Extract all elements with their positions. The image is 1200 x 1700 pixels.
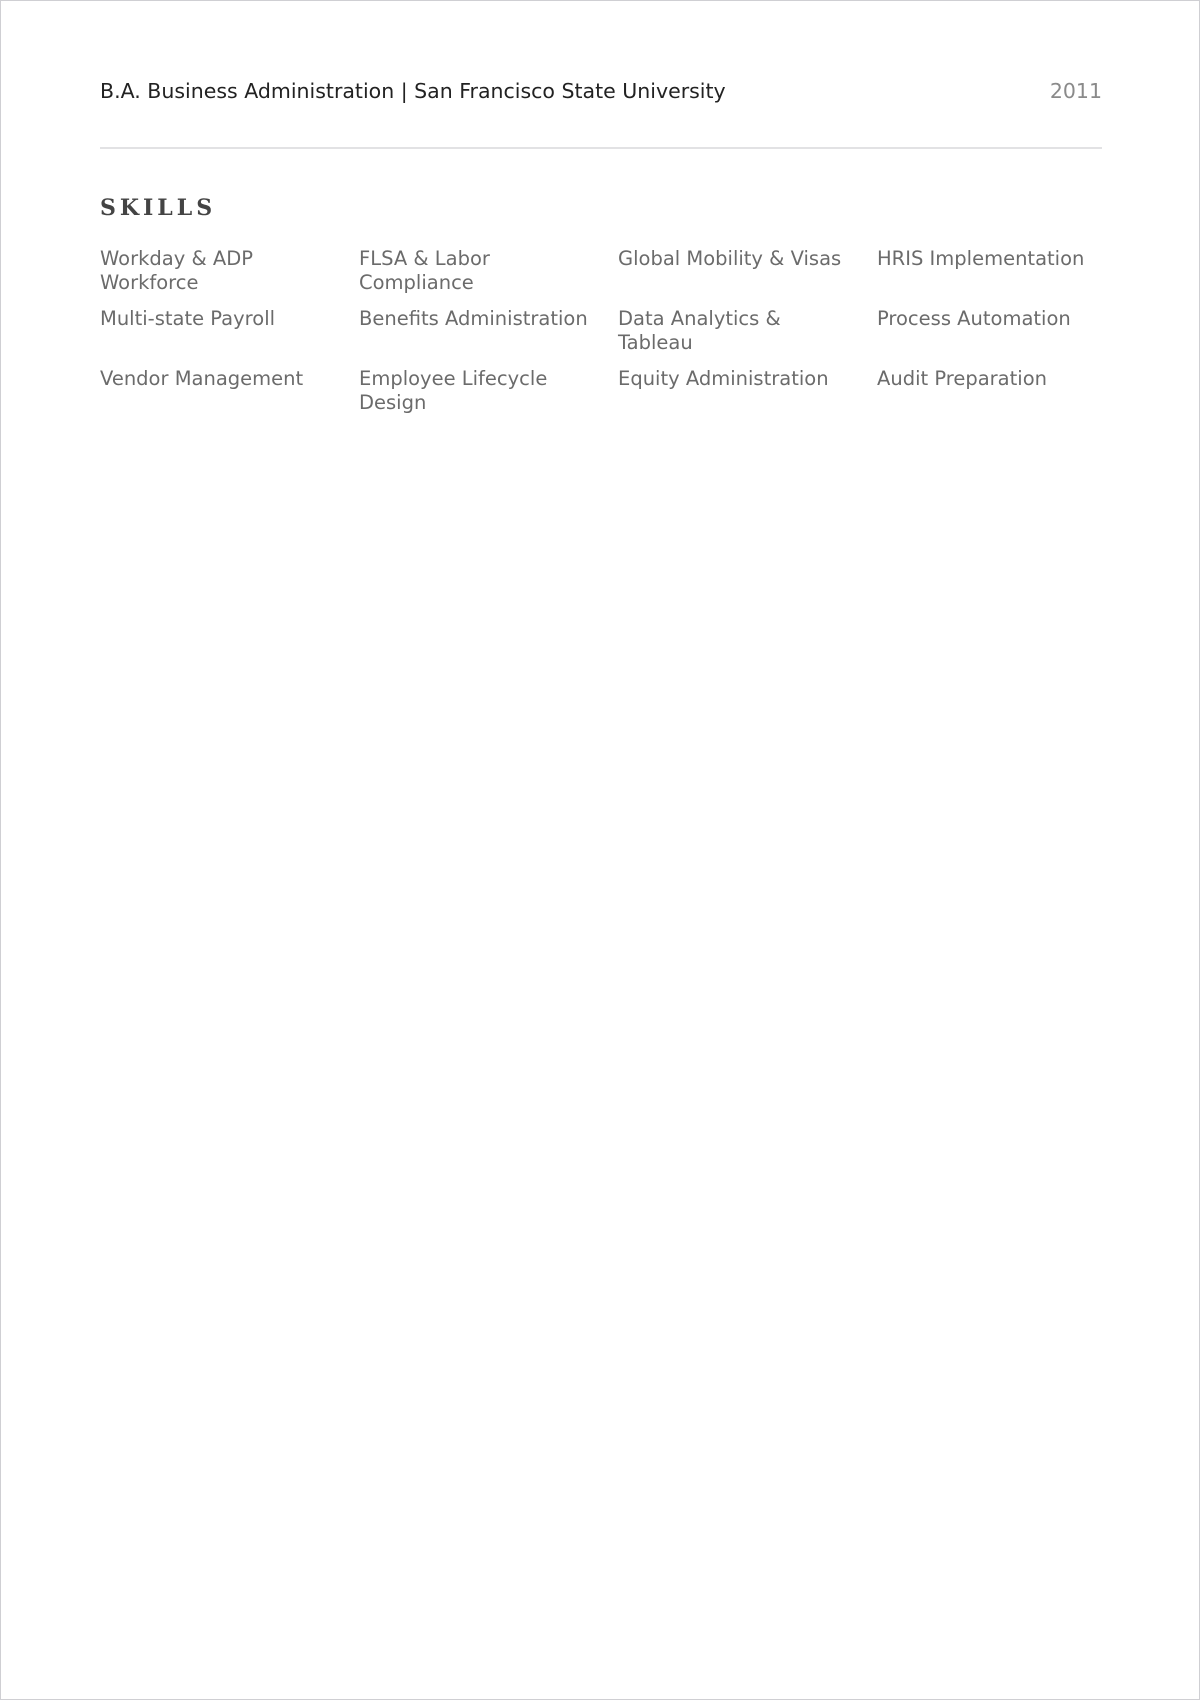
skill-item: Data Analytics & Tableau (618, 307, 781, 354)
education-year: 2011 (1049, 79, 1102, 103)
skill-item: Multi-state Payroll (100, 307, 276, 330)
skill-item: Vendor Management (100, 367, 304, 390)
skills-heading: SKILLS (100, 195, 217, 221)
skill-item: Workday & ADP Workforce (100, 247, 253, 294)
skills-grid (100, 247, 1140, 415)
education-degree: B.A. Business Administration | San Francisco State University (100, 79, 726, 103)
skill-item: Employee Lifecycle Design (359, 367, 548, 414)
skill-item: Benefits Administration (359, 307, 588, 330)
skill-item: HRIS Implementation (877, 247, 1085, 270)
skill-item: Process Automation (877, 307, 1071, 330)
skill-item: Global Mobility & Visas (618, 247, 842, 270)
skill-item: Equity Administration (618, 367, 829, 390)
education-entry (100, 75, 1102, 107)
skill-item: FLSA & Labor Compliance (359, 247, 490, 294)
section-divider (100, 147, 1102, 149)
skill-item: Audit Preparation (877, 367, 1047, 390)
